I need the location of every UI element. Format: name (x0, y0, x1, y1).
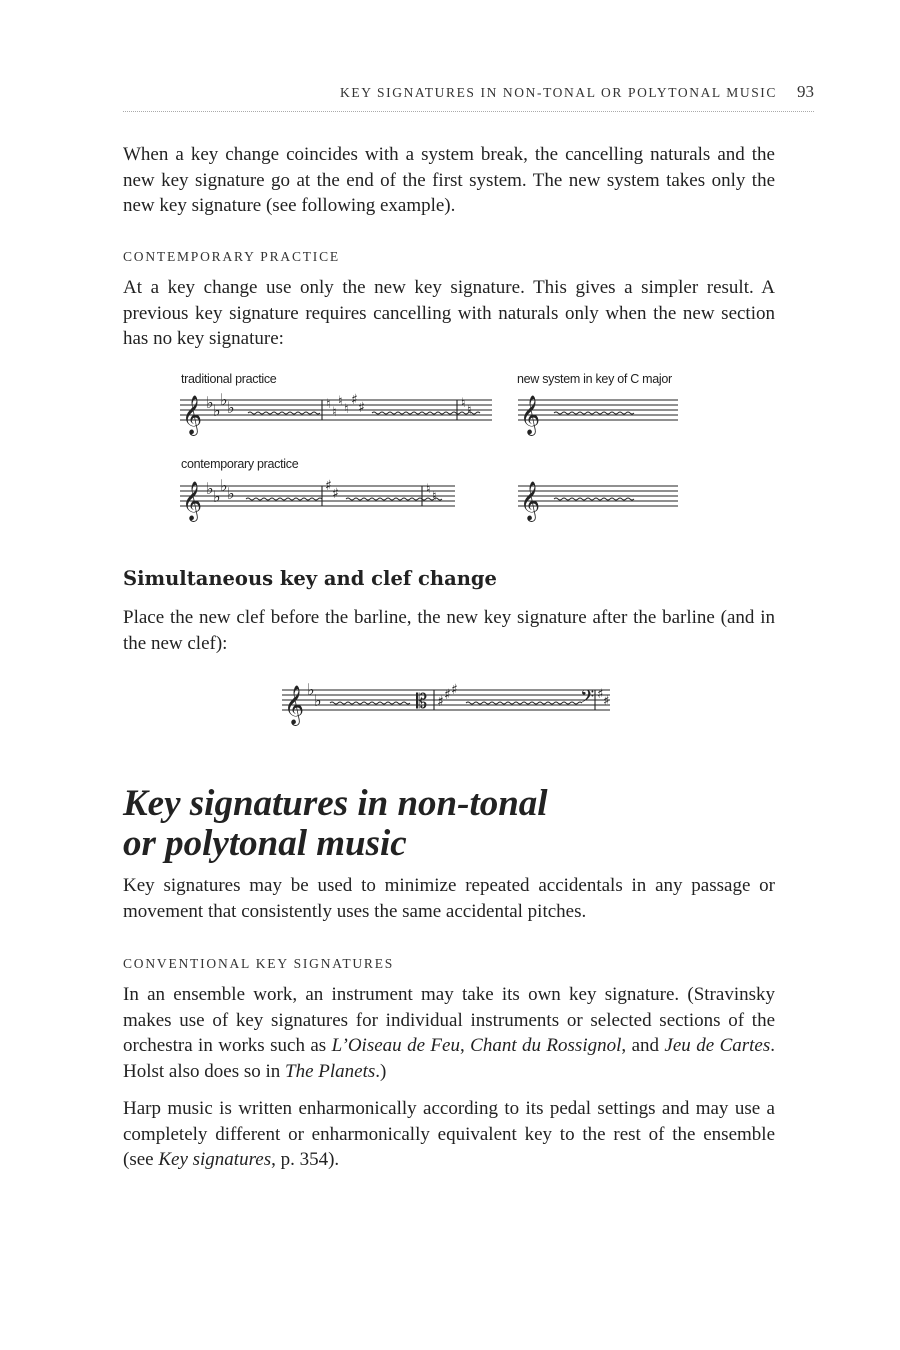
flat-icon: ♭ (220, 390, 228, 409)
treble-clef-icon: 𝄞 (182, 395, 203, 435)
bass-clef-icon: 𝄢 (580, 687, 595, 712)
work-title-jeu-de-cartes: Jeu de Cartes (664, 1035, 771, 1056)
natural-icon: ♮ (326, 397, 331, 412)
sharp-icon: ♯ (332, 486, 339, 502)
text-run: In an ensemble work, an instrument may take its own key signature. (Stravinsky makes use of key signatures for individual instruments or selected sections of the orchestra in works such as (123, 984, 775, 1056)
section-paragraph: Key signatures may be used to minimize repeated accidentals in any passage or movement that consistently uses the same accidental pitches. (123, 875, 775, 922)
wavy-line (248, 412, 320, 414)
natural-icon: ♮ (332, 405, 337, 420)
sharp-icon: ♯ (597, 687, 604, 702)
clef-change-paragraph: Place the new clef before the barline, the new key signature after the barline (and in the new clef): (123, 607, 775, 654)
caption-contemporary-practice: contemporary practice (181, 457, 299, 471)
staff-traditional (180, 390, 492, 440)
text-run: Harp music is written enharmonically according to its pedal settings and may use a completely different or enharmonically equivalent key to the rest of the ensemble (see (123, 1098, 775, 1170)
conventional-paragraph-2 (123, 1096, 775, 1173)
staff-clef-change (282, 680, 610, 730)
treble-clef-icon: 𝄞 (520, 481, 541, 521)
caption-traditional-practice: traditional practice (181, 372, 277, 386)
treble-clef-icon: 𝄞 (520, 395, 541, 435)
flat-icon: ♭ (227, 484, 235, 503)
sharp-icon: ♯ (358, 400, 365, 416)
wavy-line (246, 498, 322, 500)
flat-icon: ♭ (314, 691, 322, 710)
natural-icon: ♮ (426, 482, 431, 497)
key-signature-four-flats (206, 476, 235, 506)
staff-contemporary (180, 476, 455, 526)
sharp-icon: ♯ (603, 694, 610, 709)
conventional-paragraph-1 (123, 982, 775, 1084)
key-signature-four-flats (206, 390, 235, 420)
contemporary-practice-label: CONTEMPORARY PRACTICE (123, 249, 340, 264)
key-signature-two-flats (307, 680, 322, 710)
section-title-line-2: or polytonal music (123, 823, 407, 864)
wavy-line (554, 412, 634, 414)
flat-icon: ♭ (227, 398, 235, 417)
flat-icon: ♭ (213, 401, 221, 420)
section-title-line-1: Key signatures in non-tonal (123, 783, 548, 824)
flat-icon: ♭ (213, 487, 221, 506)
flat-icon: ♭ (307, 680, 315, 699)
work-title-loiseau-de-feu: L’Oiseau de Feu (331, 1035, 460, 1056)
flat-icon: ♭ (206, 479, 214, 498)
key-signature-two-sharps (325, 478, 339, 502)
conventional-key-signatures-label: CONVENTIONAL KEY SIGNATURES (123, 956, 395, 971)
sharp-icon: ♯ (451, 682, 458, 698)
wavy-line (554, 498, 634, 500)
text-run: . Holst also does so in (123, 1035, 775, 1082)
wavy-line (466, 702, 582, 704)
natural-icon: ♮ (461, 396, 466, 411)
wavy-line (330, 702, 410, 704)
sharp-icon: ♯ (437, 694, 444, 710)
treble-clef-icon: 𝄞 (284, 685, 305, 725)
sharp-icon: ♯ (351, 392, 358, 408)
running-title: KEY SIGNATURES IN NON-TONAL OR POLYTONAL MUSIC (340, 85, 777, 100)
natural-icon: ♮ (344, 402, 349, 417)
running-head (123, 82, 814, 106)
work-title-chant-du-rossignol: Chant du Rossignol (470, 1035, 622, 1056)
natural-icon: ♮ (338, 394, 343, 409)
cancel-naturals-and-sharps (326, 392, 365, 420)
staff-new-system-top (518, 390, 678, 440)
natural-icon: ♮ (467, 403, 472, 418)
flat-icon: ♭ (220, 476, 228, 495)
text-run: , and (621, 1035, 665, 1056)
natural-icon: ♮ (432, 489, 437, 504)
alto-clef-icon: 𝄡 (416, 689, 428, 713)
key-signature-three-sharps (437, 682, 458, 710)
section-heading-clef-change: Simultaneous key and clef change (123, 567, 497, 590)
section-title (123, 784, 548, 864)
text-run: .) (375, 1060, 387, 1082)
work-title-the-planets: The Planets (285, 1060, 376, 1082)
wavy-line (372, 412, 480, 414)
text-run: , (459, 1035, 471, 1056)
sharp-icon: ♯ (325, 478, 332, 494)
header-rule (123, 111, 814, 112)
staff-new-system-bottom (518, 476, 678, 526)
caption-new-system: new system in key of C major (517, 372, 672, 386)
cross-reference-key-signatures: Key signatures (158, 1149, 272, 1170)
text-run: , p. 354). (271, 1149, 340, 1170)
sharp-icon: ♯ (444, 687, 451, 703)
treble-clef-icon: 𝄞 (182, 481, 203, 521)
contemporary-paragraph: At a key change use only the new key signature. This gives a simpler result. A previous key signature requires cancelling with naturals only when the new section has no key signature: (123, 277, 775, 349)
page-number: 93 (797, 82, 814, 101)
intro-paragraph: When a key change coincides with a system break, the cancelling naturals and the new key signature go at the end of the first system. The new system takes only the new key signature (see following example). (123, 144, 775, 216)
wavy-line (346, 498, 442, 500)
flat-icon: ♭ (206, 393, 214, 412)
